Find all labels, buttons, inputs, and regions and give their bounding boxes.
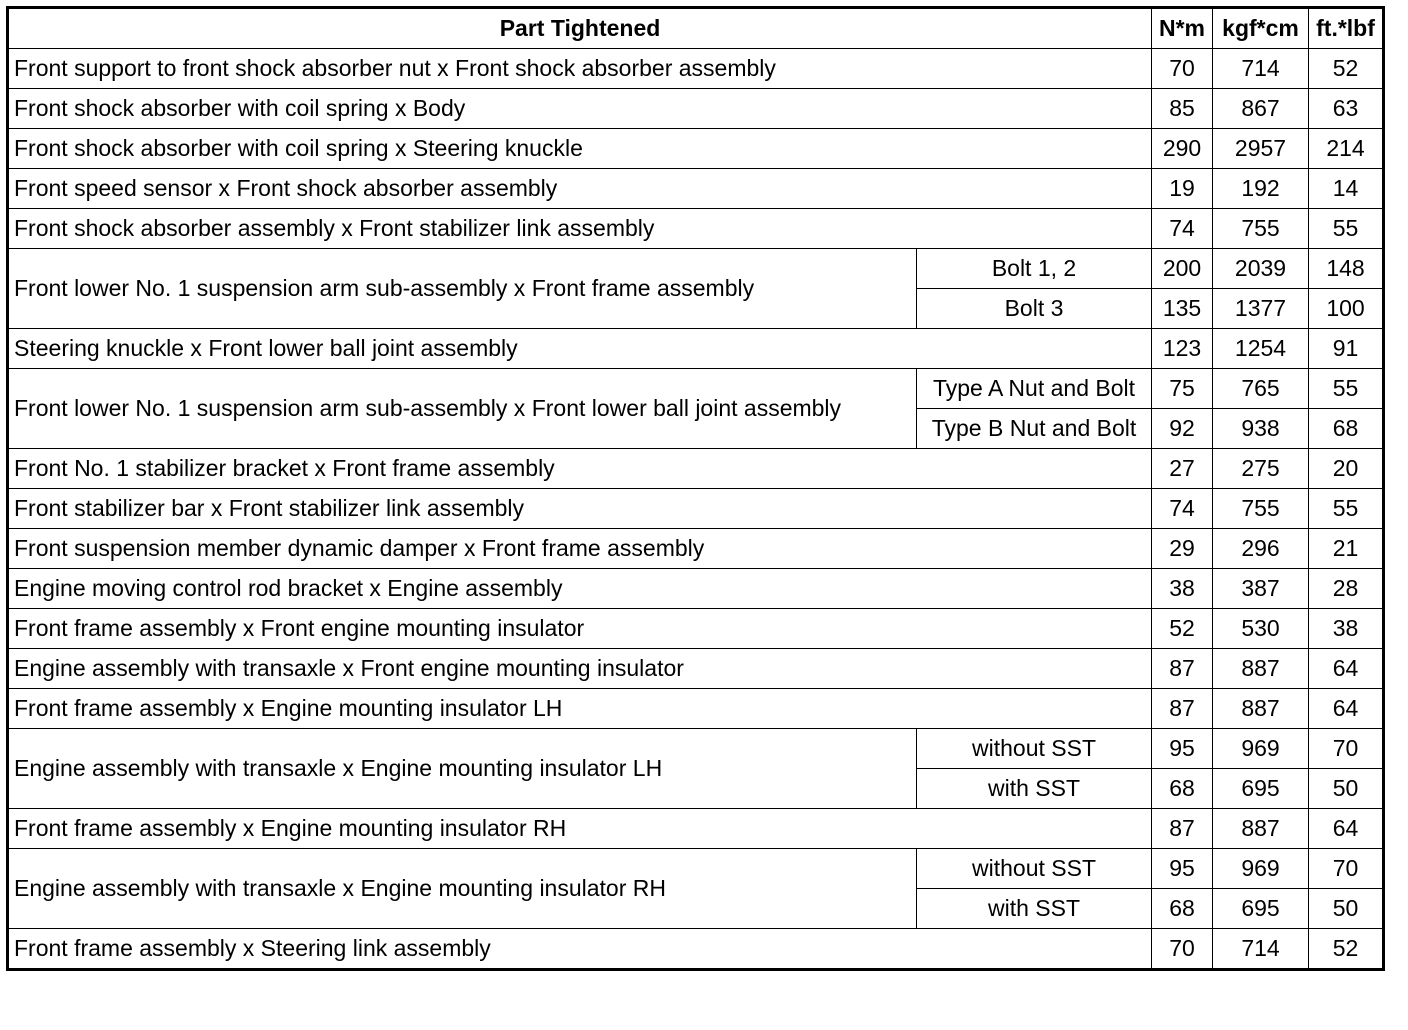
condition-cell: without SST (917, 849, 1152, 889)
torque-kgf-cm-cell: 755 (1213, 489, 1309, 529)
torque-ft-lbf-cell: 14 (1309, 169, 1384, 209)
torque-nm-cell: 92 (1152, 409, 1213, 449)
torque-nm-cell: 87 (1152, 649, 1213, 689)
torque-ft-lbf-cell: 20 (1309, 449, 1384, 489)
torque-ft-lbf-cell: 50 (1309, 889, 1384, 929)
torque-kgf-cm-cell: 275 (1213, 449, 1309, 489)
table-row (8, 569, 1384, 609)
torque-nm-cell: 19 (1152, 169, 1213, 209)
torque-kgf-cm-cell: 714 (1213, 49, 1309, 89)
part-name-cell: Front No. 1 stabilizer bracket x Front frame assembly (8, 449, 1152, 489)
torque-kgf-cm-cell: 867 (1213, 89, 1309, 129)
torque-kgf-cm-cell: 695 (1213, 769, 1309, 809)
torque-kgf-cm-cell: 1377 (1213, 289, 1309, 329)
torque-ft-lbf-cell: 64 (1309, 649, 1384, 689)
header-row (8, 8, 1384, 49)
table-row (8, 129, 1384, 169)
torque-ft-lbf-cell: 100 (1309, 289, 1384, 329)
part-name-cell: Front frame assembly x Engine mounting insulator RH (8, 809, 1152, 849)
torque-kgf-cm-cell: 2039 (1213, 249, 1309, 289)
torque-kgf-cm-cell: 887 (1213, 809, 1309, 849)
table-row (8, 369, 1384, 409)
torque-kgf-cm-cell: 755 (1213, 209, 1309, 249)
torque-nm-cell: 38 (1152, 569, 1213, 609)
table-row (8, 849, 1384, 889)
torque-nm-cell: 87 (1152, 689, 1213, 729)
torque-nm-cell: 70 (1152, 49, 1213, 89)
torque-kgf-cm-cell: 695 (1213, 889, 1309, 929)
torque-kgf-cm-cell: 887 (1213, 689, 1309, 729)
torque-kgf-cm-cell: 887 (1213, 649, 1309, 689)
torque-nm-cell: 29 (1152, 529, 1213, 569)
torque-ft-lbf-cell: 148 (1309, 249, 1384, 289)
table-row (8, 809, 1384, 849)
table-row (8, 489, 1384, 529)
part-name-cell: Front shock absorber with coil spring x Body (8, 89, 1152, 129)
torque-nm-cell: 68 (1152, 889, 1213, 929)
torque-spec-table (6, 6, 1385, 971)
table-row (8, 449, 1384, 489)
torque-ft-lbf-cell: 55 (1309, 489, 1384, 529)
header-nm: N*m (1152, 8, 1213, 49)
table-row (8, 609, 1384, 649)
part-name-cell: Front stabilizer bar x Front stabilizer link assembly (8, 489, 1152, 529)
torque-ft-lbf-cell: 55 (1309, 209, 1384, 249)
torque-ft-lbf-cell: 28 (1309, 569, 1384, 609)
condition-cell: Type B Nut and Bolt (917, 409, 1152, 449)
torque-nm-cell: 95 (1152, 849, 1213, 889)
torque-kgf-cm-cell: 714 (1213, 929, 1309, 970)
torque-ft-lbf-cell: 52 (1309, 49, 1384, 89)
torque-nm-cell: 74 (1152, 489, 1213, 529)
condition-cell: with SST (917, 769, 1152, 809)
condition-cell: without SST (917, 729, 1152, 769)
table-row (8, 689, 1384, 729)
part-name-cell: Front lower No. 1 suspension arm sub-assembly x Front lower ball joint assembly (8, 369, 917, 449)
part-name-cell: Front frame assembly x Front engine mounting insulator (8, 609, 1152, 649)
table-row (8, 729, 1384, 769)
table-row (8, 169, 1384, 209)
part-name-cell: Engine assembly with transaxle x Engine mounting insulator RH (8, 849, 917, 929)
part-name-cell: Engine assembly with transaxle x Front engine mounting insulator (8, 649, 1152, 689)
table-row (8, 209, 1384, 249)
header-kgf-cm: kgf*cm (1213, 8, 1309, 49)
part-name-cell: Front frame assembly x Engine mounting insulator LH (8, 689, 1152, 729)
torque-kgf-cm-cell: 765 (1213, 369, 1309, 409)
condition-cell: Bolt 1, 2 (917, 249, 1152, 289)
torque-nm-cell: 27 (1152, 449, 1213, 489)
table-row (8, 929, 1384, 970)
torque-nm-cell: 135 (1152, 289, 1213, 329)
part-name-cell: Steering knuckle x Front lower ball joint assembly (8, 329, 1152, 369)
table-row (8, 649, 1384, 689)
torque-ft-lbf-cell: 68 (1309, 409, 1384, 449)
torque-ft-lbf-cell: 214 (1309, 129, 1384, 169)
torque-nm-cell: 75 (1152, 369, 1213, 409)
torque-nm-cell: 52 (1152, 609, 1213, 649)
part-name-cell: Front support to front shock absorber nut x Front shock absorber assembly (8, 49, 1152, 89)
torque-ft-lbf-cell: 50 (1309, 769, 1384, 809)
torque-kgf-cm-cell: 969 (1213, 729, 1309, 769)
part-name-cell: Front speed sensor x Front shock absorber assembly (8, 169, 1152, 209)
torque-nm-cell: 68 (1152, 769, 1213, 809)
table-row (8, 249, 1384, 289)
torque-nm-cell: 74 (1152, 209, 1213, 249)
torque-kgf-cm-cell: 1254 (1213, 329, 1309, 369)
torque-nm-cell: 95 (1152, 729, 1213, 769)
torque-ft-lbf-cell: 64 (1309, 809, 1384, 849)
torque-nm-cell: 290 (1152, 129, 1213, 169)
part-name-cell: Front lower No. 1 suspension arm sub-assembly x Front frame assembly (8, 249, 917, 329)
torque-kgf-cm-cell: 938 (1213, 409, 1309, 449)
torque-ft-lbf-cell: 21 (1309, 529, 1384, 569)
torque-ft-lbf-cell: 70 (1309, 729, 1384, 769)
part-name-cell: Engine assembly with transaxle x Engine mounting insulator LH (8, 729, 917, 809)
part-name-cell: Engine moving control rod bracket x Engine assembly (8, 569, 1152, 609)
table-row (8, 89, 1384, 129)
torque-nm-cell: 85 (1152, 89, 1213, 129)
torque-ft-lbf-cell: 55 (1309, 369, 1384, 409)
torque-kgf-cm-cell: 530 (1213, 609, 1309, 649)
condition-cell: Bolt 3 (917, 289, 1152, 329)
part-name-cell: Front suspension member dynamic damper x Front frame assembly (8, 529, 1152, 569)
torque-kgf-cm-cell: 192 (1213, 169, 1309, 209)
torque-table-body (8, 49, 1384, 970)
torque-kgf-cm-cell: 387 (1213, 569, 1309, 609)
torque-ft-lbf-cell: 63 (1309, 89, 1384, 129)
header-part-tightened: Part Tightened (8, 8, 1152, 49)
torque-ft-lbf-cell: 64 (1309, 689, 1384, 729)
table-row (8, 329, 1384, 369)
torque-kgf-cm-cell: 296 (1213, 529, 1309, 569)
torque-ft-lbf-cell: 91 (1309, 329, 1384, 369)
header-ft-lbf: ft.*lbf (1309, 8, 1384, 49)
part-name-cell: Front frame assembly x Steering link assembly (8, 929, 1152, 970)
condition-cell: Type A Nut and Bolt (917, 369, 1152, 409)
torque-ft-lbf-cell: 70 (1309, 849, 1384, 889)
torque-kgf-cm-cell: 969 (1213, 849, 1309, 889)
part-name-cell: Front shock absorber assembly x Front stabilizer link assembly (8, 209, 1152, 249)
torque-nm-cell: 123 (1152, 329, 1213, 369)
torque-nm-cell: 70 (1152, 929, 1213, 970)
torque-nm-cell: 87 (1152, 809, 1213, 849)
torque-ft-lbf-cell: 52 (1309, 929, 1384, 970)
torque-kgf-cm-cell: 2957 (1213, 129, 1309, 169)
condition-cell: with SST (917, 889, 1152, 929)
part-name-cell: Front shock absorber with coil spring x Steering knuckle (8, 129, 1152, 169)
table-row (8, 49, 1384, 89)
torque-nm-cell: 200 (1152, 249, 1213, 289)
torque-ft-lbf-cell: 38 (1309, 609, 1384, 649)
table-row (8, 529, 1384, 569)
